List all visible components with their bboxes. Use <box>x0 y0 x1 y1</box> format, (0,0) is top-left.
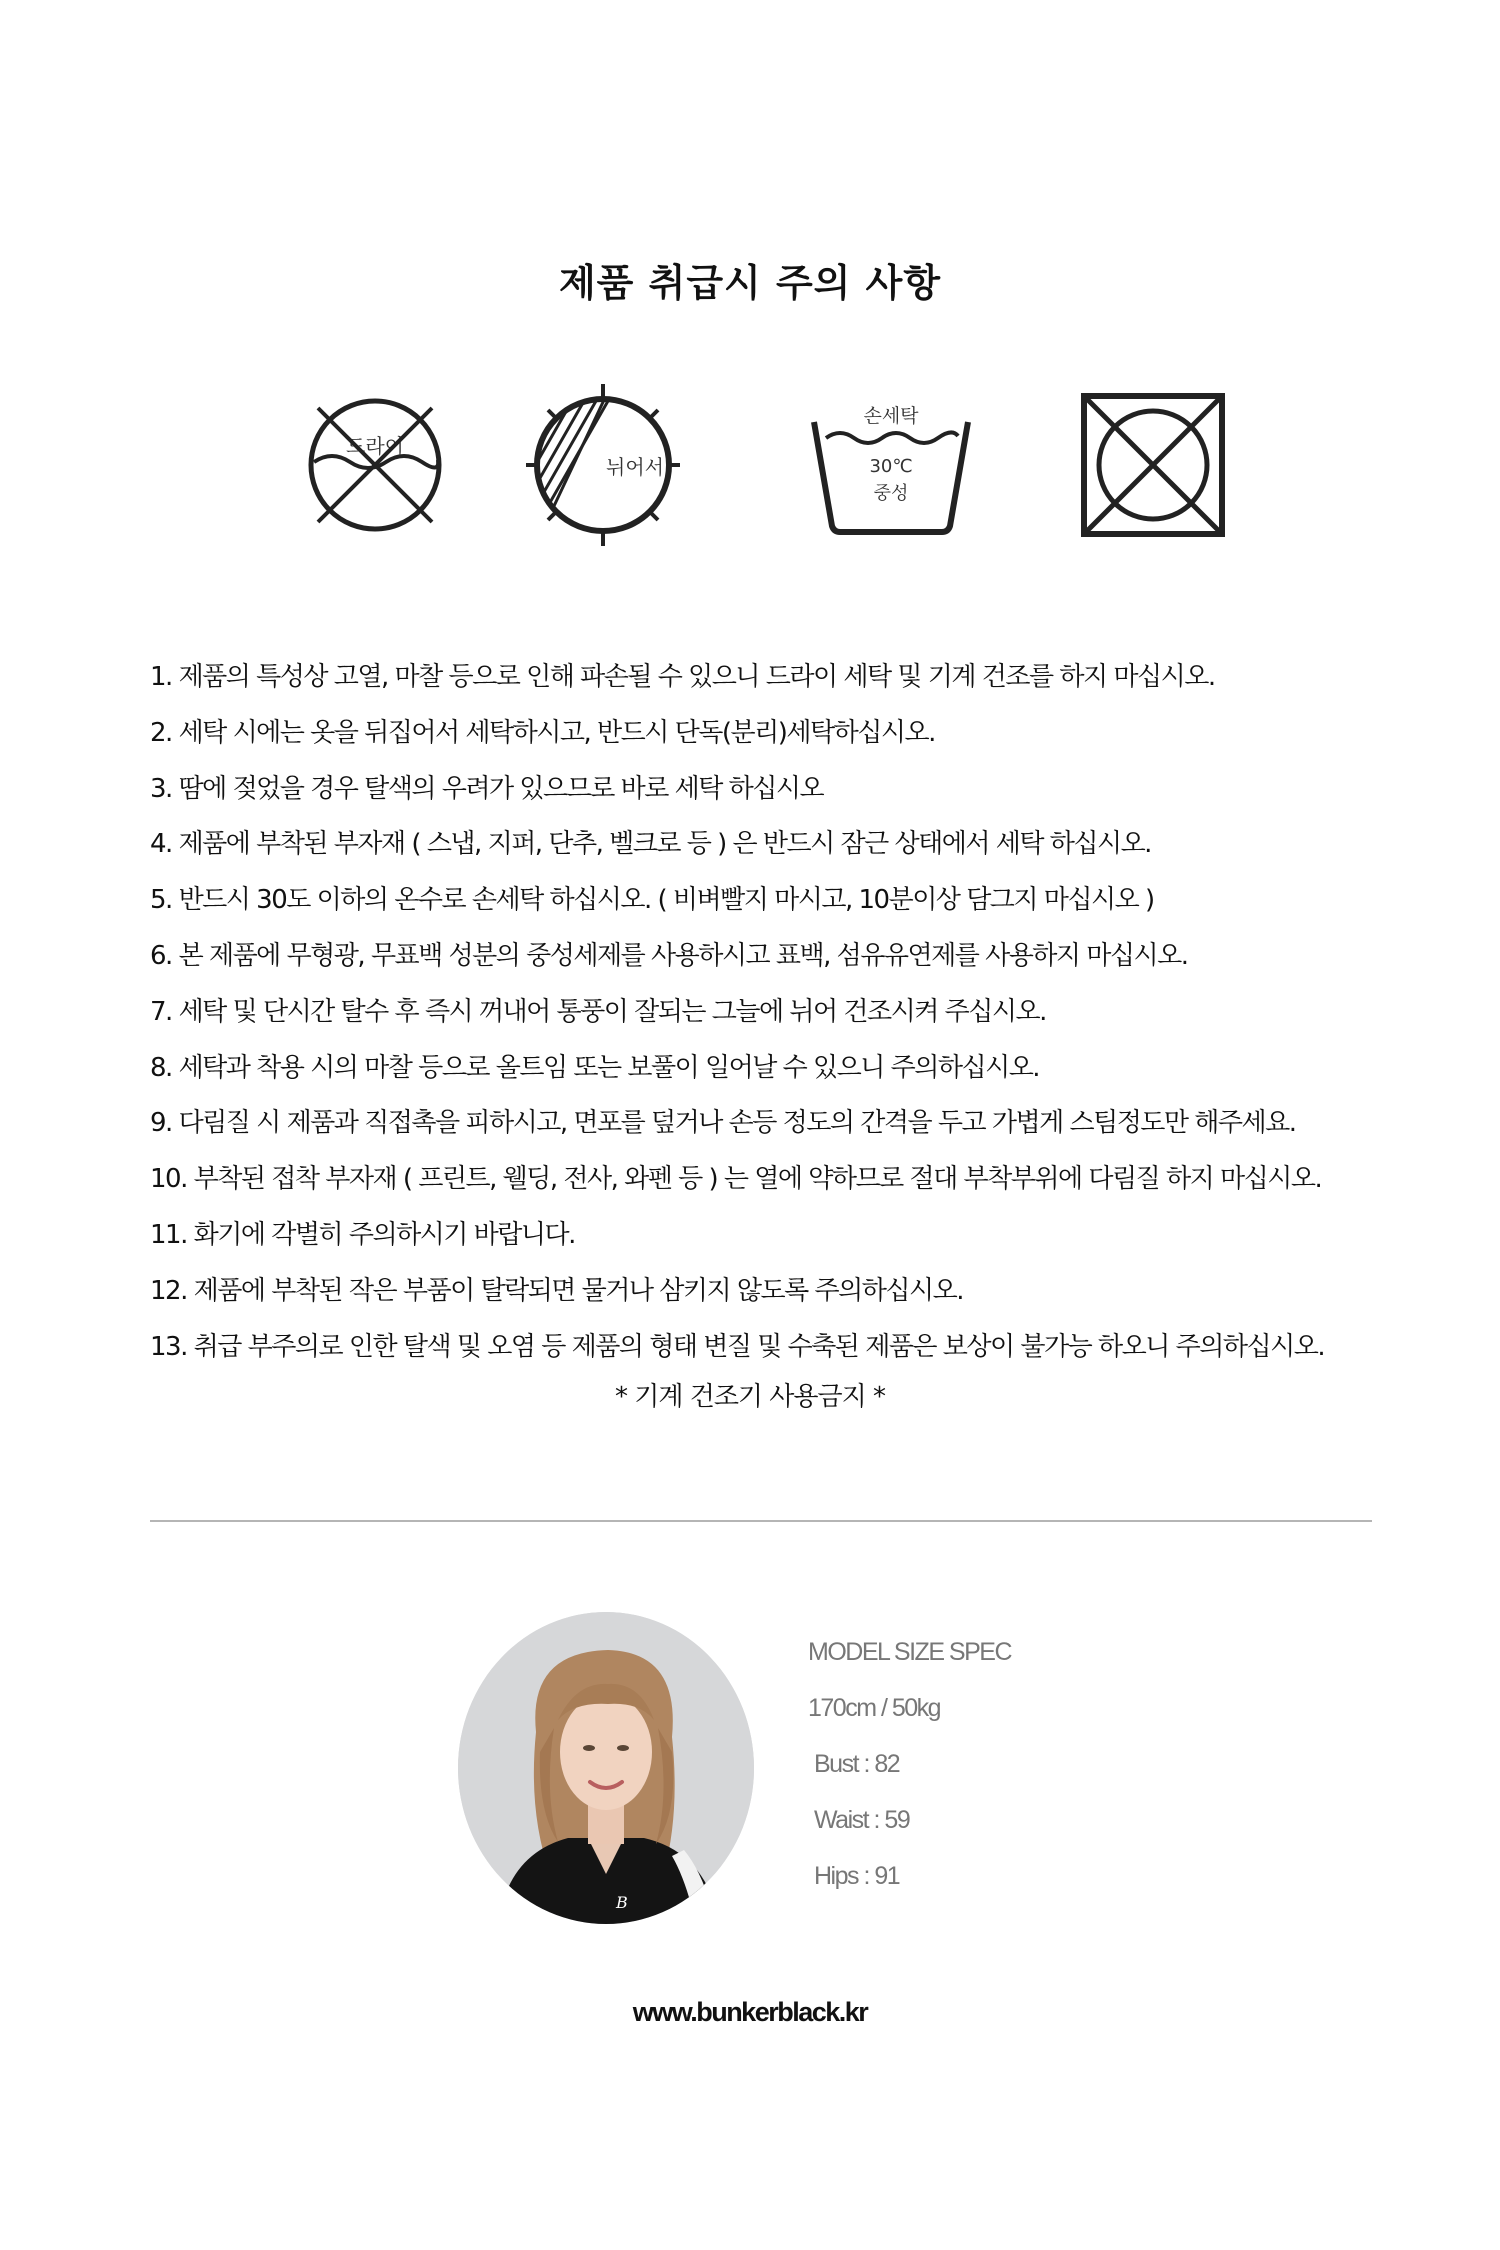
spec-hips: Hips : 91 <box>814 1862 900 1890</box>
no-tumble-dry-icon <box>1068 380 1238 550</box>
care-rule: 12. 제품에 부착된 작은 부품이 탈락되면 물거나 삼키지 않도록 주의하십시오. <box>150 1275 963 1306</box>
care-rule: 4. 제품에 부착된 부자재 ( 스냅, 지퍼, 단추, 벨크로 등 ) 은 반드시 잠근 상태에서 세탁 하십시오. <box>150 829 1151 860</box>
hand-wash-temp: 30℃ <box>869 456 913 477</box>
spec-bust: Bust : 82 <box>814 1750 900 1778</box>
care-rule: 7. 세탁 및 단시간 탈수 후 즉시 꺼내어 통풍이 잘되는 그늘에 뉘어 건조시켜 주십시오. <box>150 996 1046 1027</box>
model-photo <box>458 1612 754 1924</box>
no-dry-clean-icon <box>290 380 460 550</box>
spec-heading: MODEL SIZE SPEC <box>808 1638 1012 1666</box>
no-dry-clean-label: 드라이 <box>346 434 404 458</box>
hand-wash-label: 손세탁 <box>863 405 919 427</box>
care-rule: 11. 화기에 각별히 주의하시기 바랍니다. <box>150 1219 575 1250</box>
spec-size: 170cm / 50kg <box>808 1694 941 1722</box>
care-rule: 3. 땀에 젖었을 경우 탈색의 우려가 있으므로 바로 세탁 하십시오 <box>150 773 824 804</box>
care-rule: 10. 부착된 접착 부자재 ( 프린트, 웰딩, 전사, 와펜 등 ) 는 열에 약하므로 절대 부착부위에 다림질 하지 마십시오. <box>150 1164 1322 1195</box>
dryer-warning-note: * 기계 건조기 사용금지 * <box>614 1382 886 1412</box>
dry-flat-shade-label: 뉘어서 <box>606 455 664 479</box>
shirt-logo: B <box>616 1893 628 1912</box>
section-divider <box>150 1520 1372 1522</box>
care-icons-row <box>0 380 1500 550</box>
care-rule: 13. 취급 부주의로 인한 탈색 및 오염 등 제품의 형태 변질 및 수축된 제품은 보상이 불가능 하오니 주의하십시오. <box>150 1331 1325 1362</box>
dry-flat-shade-icon <box>518 380 688 550</box>
care-rule: 6. 본 제품에 무형광, 무표백 성분의 중성세제를 사용하시고 표백, 섬유유연제를 사용하지 마십시오. <box>150 940 1188 971</box>
spec-waist: Waist : 59 <box>814 1806 910 1834</box>
care-rule: 9. 다림질 시 제품과 직접촉을 피하시고, 면포를 덮거나 손등 정도의 간격을 두고 가볍게 스팀정도만 해주세요. <box>150 1108 1296 1139</box>
care-rule: 1. 제품의 특성상 고열, 마찰 등으로 인해 파손될 수 있으니 드라이 세탁 및 기계 건조를 하지 마십시오. <box>150 662 1215 692</box>
model-size-spec <box>808 1632 1011 1912</box>
care-rule: 2. 세탁 시에는 옷을 뒤집어서 세탁하시고, 반드시 단독(분리)세탁하십시오. <box>150 717 935 748</box>
care-rules-list <box>150 650 1400 1375</box>
care-rule: 8. 세탁과 착용 시의 마찰 등으로 올트임 또는 보풀이 일어날 수 있으니 주의하십시오. <box>150 1052 1040 1083</box>
hand-wash-icon <box>806 380 976 550</box>
page-title: 제품 취급시 주의 사항 <box>558 261 942 305</box>
website-link[interactable]: www.bunkerblack.kr <box>632 1997 868 2027</box>
hand-wash-detergent: 중성 <box>873 483 909 504</box>
care-rule: 5. 반드시 30도 이하의 온수로 손세탁 하십시오. ( 비벼빨지 마시고, 10분이상 담그지 마십시오 ) <box>150 885 1154 916</box>
